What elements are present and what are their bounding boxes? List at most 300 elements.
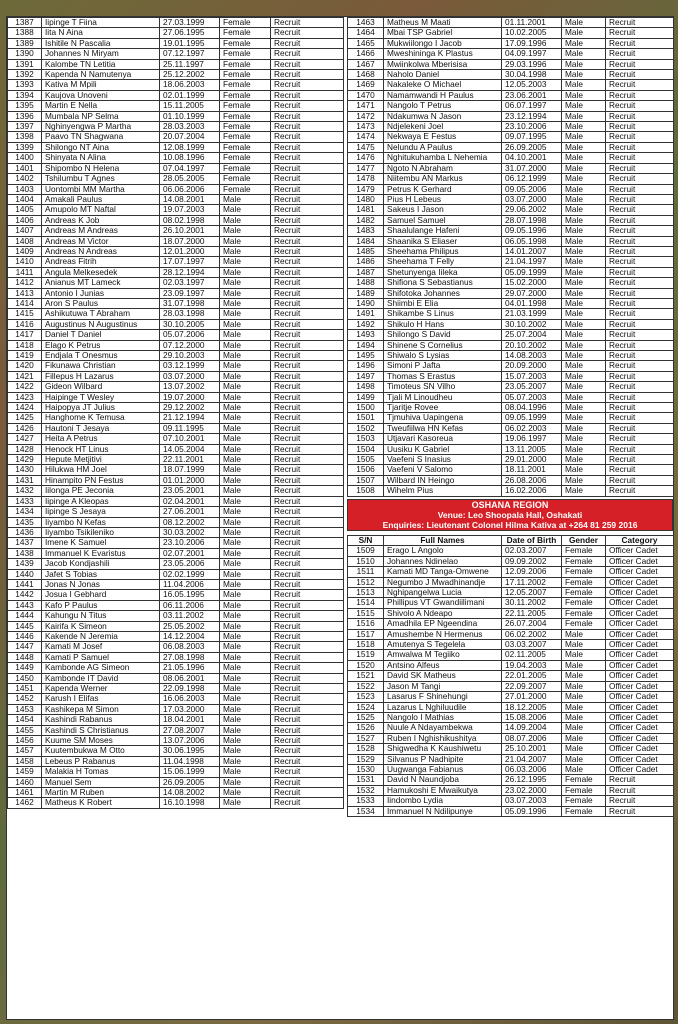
cell-category: Recruit [606, 101, 674, 111]
cell-sn: 1396 [8, 111, 42, 121]
cell-gender: Male [220, 736, 271, 746]
cell-gender: Male [562, 692, 606, 702]
cell-category: Recruit [271, 90, 344, 100]
cell-full-name: Antsino Alfeus [384, 660, 502, 670]
cell-sn: 1514 [348, 598, 384, 608]
cell-date-of-birth: 29.12.2002 [160, 403, 220, 413]
cell-sn: 1404 [8, 194, 42, 204]
cell-gender: Male [220, 319, 271, 329]
cell-date-of-birth: 23.10.2006 [160, 538, 220, 548]
cell-full-name: David SK Matheus [384, 671, 502, 681]
cell-date-of-birth: 27.06.1995 [160, 28, 220, 38]
cell-category: Recruit [271, 444, 344, 454]
cell-gender: Male [562, 455, 606, 465]
cell-category: Recruit [606, 319, 674, 329]
table-row [348, 640, 674, 650]
cell-category: Recruit [271, 767, 344, 777]
cell-gender: Male [220, 673, 271, 683]
header-full-names: Full Names [384, 536, 502, 546]
table-row [8, 548, 344, 558]
cell-date-of-birth: 15.08.2006 [502, 712, 562, 722]
cell-category: Recruit [606, 236, 674, 246]
cell-category: Recruit [271, 611, 344, 621]
cell-gender: Male [220, 246, 271, 256]
cell-gender: Male [220, 298, 271, 308]
cell-gender: Male [220, 517, 271, 527]
cell-date-of-birth: 12.05.2003 [502, 80, 562, 90]
cell-gender: Male [562, 744, 606, 754]
cell-sn: 1457 [8, 746, 42, 756]
cell-category: Recruit [606, 775, 674, 785]
table-row [348, 546, 674, 556]
cell-gender: Male [220, 704, 271, 714]
cell-category: Recruit [606, 267, 674, 277]
table-row [348, 351, 674, 361]
cell-category: Recruit [271, 403, 344, 413]
table-row [348, 486, 674, 496]
cell-date-of-birth: 06.02.2003 [502, 423, 562, 433]
cell-gender: Male [562, 330, 606, 340]
cell-gender: Male [220, 288, 271, 298]
cell-gender: Male [562, 163, 606, 173]
table-row [8, 361, 344, 371]
cell-gender: Male [220, 715, 271, 725]
cell-sn: 1392 [8, 70, 42, 80]
cell-gender: Male [562, 18, 606, 28]
cell-category: Recruit [606, 70, 674, 80]
cell-full-name: Nelundu A Paulus [384, 142, 502, 152]
table-row [348, 70, 674, 80]
cell-date-of-birth: 04.10.2001 [502, 153, 562, 163]
cell-gender: Female [562, 796, 606, 806]
cell-date-of-birth: 14.08.2002 [160, 788, 220, 798]
cell-sn: 1532 [348, 785, 384, 795]
cell-sn: 1397 [8, 122, 42, 132]
cell-date-of-birth: 02.01.1999 [160, 90, 220, 100]
cell-category: Recruit [271, 559, 344, 569]
cell-sn: 1434 [8, 507, 42, 517]
cell-date-of-birth: 10.02.2005 [502, 28, 562, 38]
cell-full-name: Haipinge T Wesley [42, 392, 160, 402]
cell-category: Recruit [271, 111, 344, 121]
cell-category: Recruit [271, 455, 344, 465]
cell-sn: 1387 [8, 18, 42, 28]
cell-full-name: Vaefeni S Inasius [384, 455, 502, 465]
cell-full-name: Uugwanga Fabianus [384, 764, 502, 774]
table-row [8, 132, 344, 142]
cell-date-of-birth: 14.01.2007 [502, 246, 562, 256]
cell-full-name: Martin M Ruben [42, 788, 160, 798]
cell-date-of-birth: 12.08.1999 [160, 142, 220, 152]
cell-date-of-birth: 05.09.1996 [502, 806, 562, 816]
cell-category: Recruit [271, 122, 344, 132]
cell-gender: Male [220, 663, 271, 673]
cell-date-of-birth: 27.06.2001 [160, 507, 220, 517]
table-row [8, 465, 344, 475]
cell-sn: 1435 [8, 517, 42, 527]
cell-full-name: Antonio I Junias [42, 288, 160, 298]
cell-category: Recruit [271, 517, 344, 527]
cell-gender: Male [220, 788, 271, 798]
cell-date-of-birth: 18.12.2005 [502, 702, 562, 712]
cell-date-of-birth: 06.05.1998 [502, 236, 562, 246]
table-row [8, 38, 344, 48]
cell-full-name: Kambonde AG Simeon [42, 663, 160, 673]
cell-gender: Female [220, 90, 271, 100]
cell-date-of-birth: 27.08.1998 [160, 652, 220, 662]
cell-date-of-birth: 07.12.2000 [160, 340, 220, 350]
cell-sn: 1460 [8, 777, 42, 787]
cell-sn: 1506 [348, 465, 384, 475]
cell-sn: 1420 [8, 361, 42, 371]
cell-full-name: Kapenda N Namutenya [42, 70, 160, 80]
cell-sn: 1481 [348, 205, 384, 215]
cell-category: Recruit [271, 371, 344, 381]
cell-sn: 1489 [348, 288, 384, 298]
table-row [8, 694, 344, 704]
table-row [348, 444, 674, 454]
cell-gender: Female [220, 18, 271, 28]
table-row [348, 330, 674, 340]
table-row [8, 382, 344, 392]
cell-category: Recruit [271, 496, 344, 506]
cell-sn: 1448 [8, 652, 42, 662]
region-banner [347, 499, 673, 531]
cell-gender: Male [562, 475, 606, 485]
cell-full-name: Petrus K Gerhard [384, 184, 502, 194]
cell-date-of-birth: 20.10.2002 [502, 340, 562, 350]
cell-full-name: Sheehama Philipus [384, 246, 502, 256]
cell-category: Recruit [271, 18, 344, 28]
cell-full-name: Iipinge T Fiina [42, 18, 160, 28]
cell-full-name: Johannes Ndinelao [384, 556, 502, 566]
cell-gender: Male [220, 330, 271, 340]
cell-full-name: Hanghome K Temusa [42, 413, 160, 423]
cell-gender: Male [562, 49, 606, 59]
cell-sn: 1484 [348, 236, 384, 246]
cell-date-of-birth: 28.07.1998 [502, 215, 562, 225]
cell-gender: Male [562, 423, 606, 433]
header-sn: S/N [348, 536, 384, 546]
cell-full-name: Tshilumbu T Agnes [42, 174, 160, 184]
cell-date-of-birth: 29.03.1996 [502, 59, 562, 69]
table-row [8, 767, 344, 777]
cell-full-name: Shikulo H Hans [384, 319, 502, 329]
table-row [348, 153, 674, 163]
cell-date-of-birth: 08.12.2002 [160, 517, 220, 527]
table-row [8, 684, 344, 694]
table-row [8, 278, 344, 288]
cell-sn: 1418 [8, 340, 42, 350]
cell-sn: 1468 [348, 70, 384, 80]
cell-full-name: Shifotoka Johannes [384, 288, 502, 298]
cell-full-name: Naholo Daniel [384, 70, 502, 80]
cell-date-of-birth: 14.09.2004 [502, 723, 562, 733]
table-row [8, 288, 344, 298]
cell-category: Officer Cadet [606, 650, 674, 660]
cell-sn: 1507 [348, 475, 384, 485]
cell-date-of-birth: 13.07.2006 [160, 736, 220, 746]
cell-category: Recruit [606, 382, 674, 392]
cell-sn: 1516 [348, 619, 384, 629]
cell-sn: 1393 [8, 80, 42, 90]
cell-sn: 1523 [348, 692, 384, 702]
cell-category: Recruit [271, 746, 344, 756]
table-row [348, 371, 674, 381]
cell-gender: Female [220, 80, 271, 90]
cell-sn: 1458 [8, 756, 42, 766]
cell-date-of-birth: 31.07.1998 [160, 298, 220, 308]
cell-date-of-birth: 09.07.1995 [502, 132, 562, 142]
cell-date-of-birth: 27.08.2007 [160, 725, 220, 735]
cell-full-name: Matheus K Robert [42, 798, 160, 808]
cell-category: Recruit [606, 796, 674, 806]
cell-category: Officer Cadet [606, 577, 674, 587]
cell-gender: Male [220, 205, 271, 215]
cell-date-of-birth: 17.07.1997 [160, 257, 220, 267]
cell-date-of-birth: 06.11.2006 [160, 600, 220, 610]
cell-gender: Female [220, 142, 271, 152]
cell-sn: 1480 [348, 194, 384, 204]
cell-date-of-birth: 28.12.1994 [160, 267, 220, 277]
cell-date-of-birth: 07.10.2001 [160, 434, 220, 444]
cell-sn: 1512 [348, 577, 384, 587]
cell-category: Recruit [271, 798, 344, 808]
recruit-table-right-top [347, 17, 674, 497]
cell-full-name: Kashikepa M Simon [42, 704, 160, 714]
table-row [8, 725, 344, 735]
cell-date-of-birth: 02.03.2007 [502, 546, 562, 556]
cell-full-name: Lebeus P Rabanus [42, 756, 160, 766]
cell-full-name: Iipinge S Jesaya [42, 507, 160, 517]
cell-sn: 1469 [348, 80, 384, 90]
table-row [8, 746, 344, 756]
cell-sn: 1490 [348, 298, 384, 308]
cell-gender: Male [220, 371, 271, 381]
cell-gender: Female [562, 598, 606, 608]
cell-sn: 1461 [8, 788, 42, 798]
cell-full-name: Shikambe S Linus [384, 309, 502, 319]
cell-sn: 1424 [8, 403, 42, 413]
cell-sn: 1425 [8, 413, 42, 423]
cell-gender: Male [562, 650, 606, 660]
cell-gender: Male [562, 629, 606, 639]
cell-sn: 1414 [8, 298, 42, 308]
cell-category: Recruit [606, 111, 674, 121]
cell-sn: 1494 [348, 340, 384, 350]
cell-sn: 1464 [348, 28, 384, 38]
cell-sn: 1436 [8, 527, 42, 537]
cell-sn: 1395 [8, 101, 42, 111]
cell-category: Recruit [606, 361, 674, 371]
table-row [8, 496, 344, 506]
cell-gender: Male [220, 600, 271, 610]
cell-gender: Male [562, 340, 606, 350]
cell-sn: 1408 [8, 236, 42, 246]
table-row [8, 600, 344, 610]
cell-gender: Male [220, 548, 271, 558]
cell-sn: 1505 [348, 455, 384, 465]
cell-full-name: Niitembu AN Markus [384, 174, 502, 184]
cell-category: Officer Cadet [606, 764, 674, 774]
cell-sn: 1525 [348, 712, 384, 722]
cell-sn: 1391 [8, 59, 42, 69]
table-row [348, 49, 674, 59]
cell-full-name: Ishitile N Pascalia [42, 38, 160, 48]
table-row [8, 18, 344, 28]
cell-sn: 1530 [348, 764, 384, 774]
cell-sn: 1483 [348, 226, 384, 236]
cell-full-name: Shinene S Cornelius [384, 340, 502, 350]
cell-date-of-birth: 14.12.2004 [160, 631, 220, 641]
cell-full-name: Shilongo NT Aina [42, 142, 160, 152]
cell-category: Recruit [271, 361, 344, 371]
cell-category: Recruit [606, 455, 674, 465]
cell-category: Recruit [271, 382, 344, 392]
cell-sn: 1453 [8, 704, 42, 714]
cell-full-name: Nangolo I Mathias [384, 712, 502, 722]
table-row [8, 49, 344, 59]
cell-gender: Male [220, 652, 271, 662]
table-row [348, 288, 674, 298]
cell-sn: 1531 [348, 775, 384, 785]
cell-full-name: Immanuel K Evaristus [42, 548, 160, 558]
cell-category: Recruit [271, 631, 344, 641]
cell-sn: 1440 [8, 569, 42, 579]
cell-gender: Male [220, 746, 271, 756]
cell-date-of-birth: 02.11.2005 [502, 650, 562, 660]
cell-full-name: Daniel T Daniel [42, 330, 160, 340]
cell-date-of-birth: 08.02.1998 [160, 215, 220, 225]
cell-full-name: Shilongo S David [384, 330, 502, 340]
cell-category: Recruit [271, 236, 344, 246]
document-page [6, 16, 674, 1020]
cell-category: Recruit [271, 226, 344, 236]
cell-full-name: Hamukoshi E Mwaikutya [384, 785, 502, 795]
cell-date-of-birth: 03.11.2002 [160, 611, 220, 621]
cell-sn: 1432 [8, 486, 42, 496]
cell-sn: 1405 [8, 205, 42, 215]
cell-sn: 1463 [348, 18, 384, 28]
cell-date-of-birth: 29.10.2003 [160, 351, 220, 361]
cell-gender: Male [562, 702, 606, 712]
table-row [348, 215, 674, 225]
cell-category: Recruit [271, 777, 344, 787]
table-row [8, 226, 344, 236]
cell-category: Officer Cadet [606, 660, 674, 670]
cell-category: Recruit [271, 246, 344, 256]
cell-gender: Female [220, 174, 271, 184]
cell-category: Recruit [271, 70, 344, 80]
cell-gender: Male [220, 631, 271, 641]
cell-date-of-birth: 21.04.1997 [502, 257, 562, 267]
table-row [348, 556, 674, 566]
cell-full-name: Samuel Samuel [384, 215, 502, 225]
cell-category: Recruit [606, 413, 674, 423]
region-name: OSHANA REGION [471, 500, 549, 510]
cell-full-name: Timoteus SN Vilho [384, 382, 502, 392]
cell-full-name: Kuume SM Moses [42, 736, 160, 746]
cell-full-name: Amakali Paulus [42, 194, 160, 204]
cell-sn: 1498 [348, 382, 384, 392]
cell-gender: Female [220, 153, 271, 163]
cell-category: Recruit [271, 475, 344, 485]
cell-date-of-birth: 22.01.2005 [502, 671, 562, 681]
cell-full-name: Amadhila EP Ngeendina [384, 619, 502, 629]
cell-sn: 1394 [8, 90, 42, 100]
cell-gender: Male [220, 278, 271, 288]
cell-gender: Male [562, 257, 606, 267]
recruit-table-left [7, 17, 344, 809]
table-row [8, 236, 344, 246]
table-row [348, 567, 674, 577]
cell-full-name: David N Naundjoba [384, 775, 502, 785]
cell-date-of-birth: 12.01.2000 [160, 246, 220, 256]
cell-category: Recruit [271, 351, 344, 361]
table-row [8, 371, 344, 381]
cell-date-of-birth: 27.03.1999 [160, 18, 220, 28]
cell-category: Recruit [271, 673, 344, 683]
cell-full-name: Angula Melkesedek [42, 267, 160, 277]
cell-gender: Male [562, 309, 606, 319]
cell-date-of-birth: 08.06.2001 [160, 673, 220, 683]
cell-category: Recruit [606, 49, 674, 59]
cell-category: Recruit [606, 444, 674, 454]
cell-sn: 1451 [8, 684, 42, 694]
cell-full-name: Iipinge A Kleopas [42, 496, 160, 506]
cell-category: Recruit [271, 330, 344, 340]
cell-category: Recruit [606, 340, 674, 350]
cell-date-of-birth: 07.12.1997 [160, 49, 220, 59]
table-row [348, 101, 674, 111]
table-row [348, 702, 674, 712]
cell-full-name: Shifiona S Sebastianus [384, 278, 502, 288]
table-row [348, 650, 674, 660]
officer-cadet-table [347, 535, 674, 817]
cell-sn: 1508 [348, 486, 384, 496]
cell-category: Officer Cadet [606, 567, 674, 577]
cell-category: Recruit [606, 90, 674, 100]
cell-date-of-birth: 16.10.1998 [160, 798, 220, 808]
cell-date-of-birth: 08.04.1996 [502, 403, 562, 413]
table-row [348, 80, 674, 90]
cell-gender: Male [220, 423, 271, 433]
cell-gender: Male [562, 319, 606, 329]
cell-date-of-birth: 22.11.2001 [160, 455, 220, 465]
table-row [348, 413, 674, 423]
cell-gender: Male [562, 132, 606, 142]
table-row [348, 111, 674, 121]
cell-category: Recruit [271, 652, 344, 662]
table-row [8, 101, 344, 111]
cell-gender: Male [220, 267, 271, 277]
cell-sn: 1491 [348, 309, 384, 319]
cell-sn: 1459 [8, 767, 42, 777]
cell-gender: Female [562, 619, 606, 629]
cell-gender: Male [562, 712, 606, 722]
cell-date-of-birth: 29.01.2000 [502, 455, 562, 465]
cell-gender: Male [220, 309, 271, 319]
cell-full-name: Iiyambo Tsikileniko [42, 527, 160, 537]
cell-category: Recruit [271, 756, 344, 766]
cell-full-name: Sakeus I Jason [384, 205, 502, 215]
cell-date-of-birth: 27.01.2000 [502, 692, 562, 702]
cell-full-name: Iita N Aina [42, 28, 160, 38]
cell-sn: 1452 [8, 694, 42, 704]
cell-full-name: Andreas M Victor [42, 236, 160, 246]
cell-full-name: Karush I Elifas [42, 694, 160, 704]
table-row [348, 608, 674, 618]
